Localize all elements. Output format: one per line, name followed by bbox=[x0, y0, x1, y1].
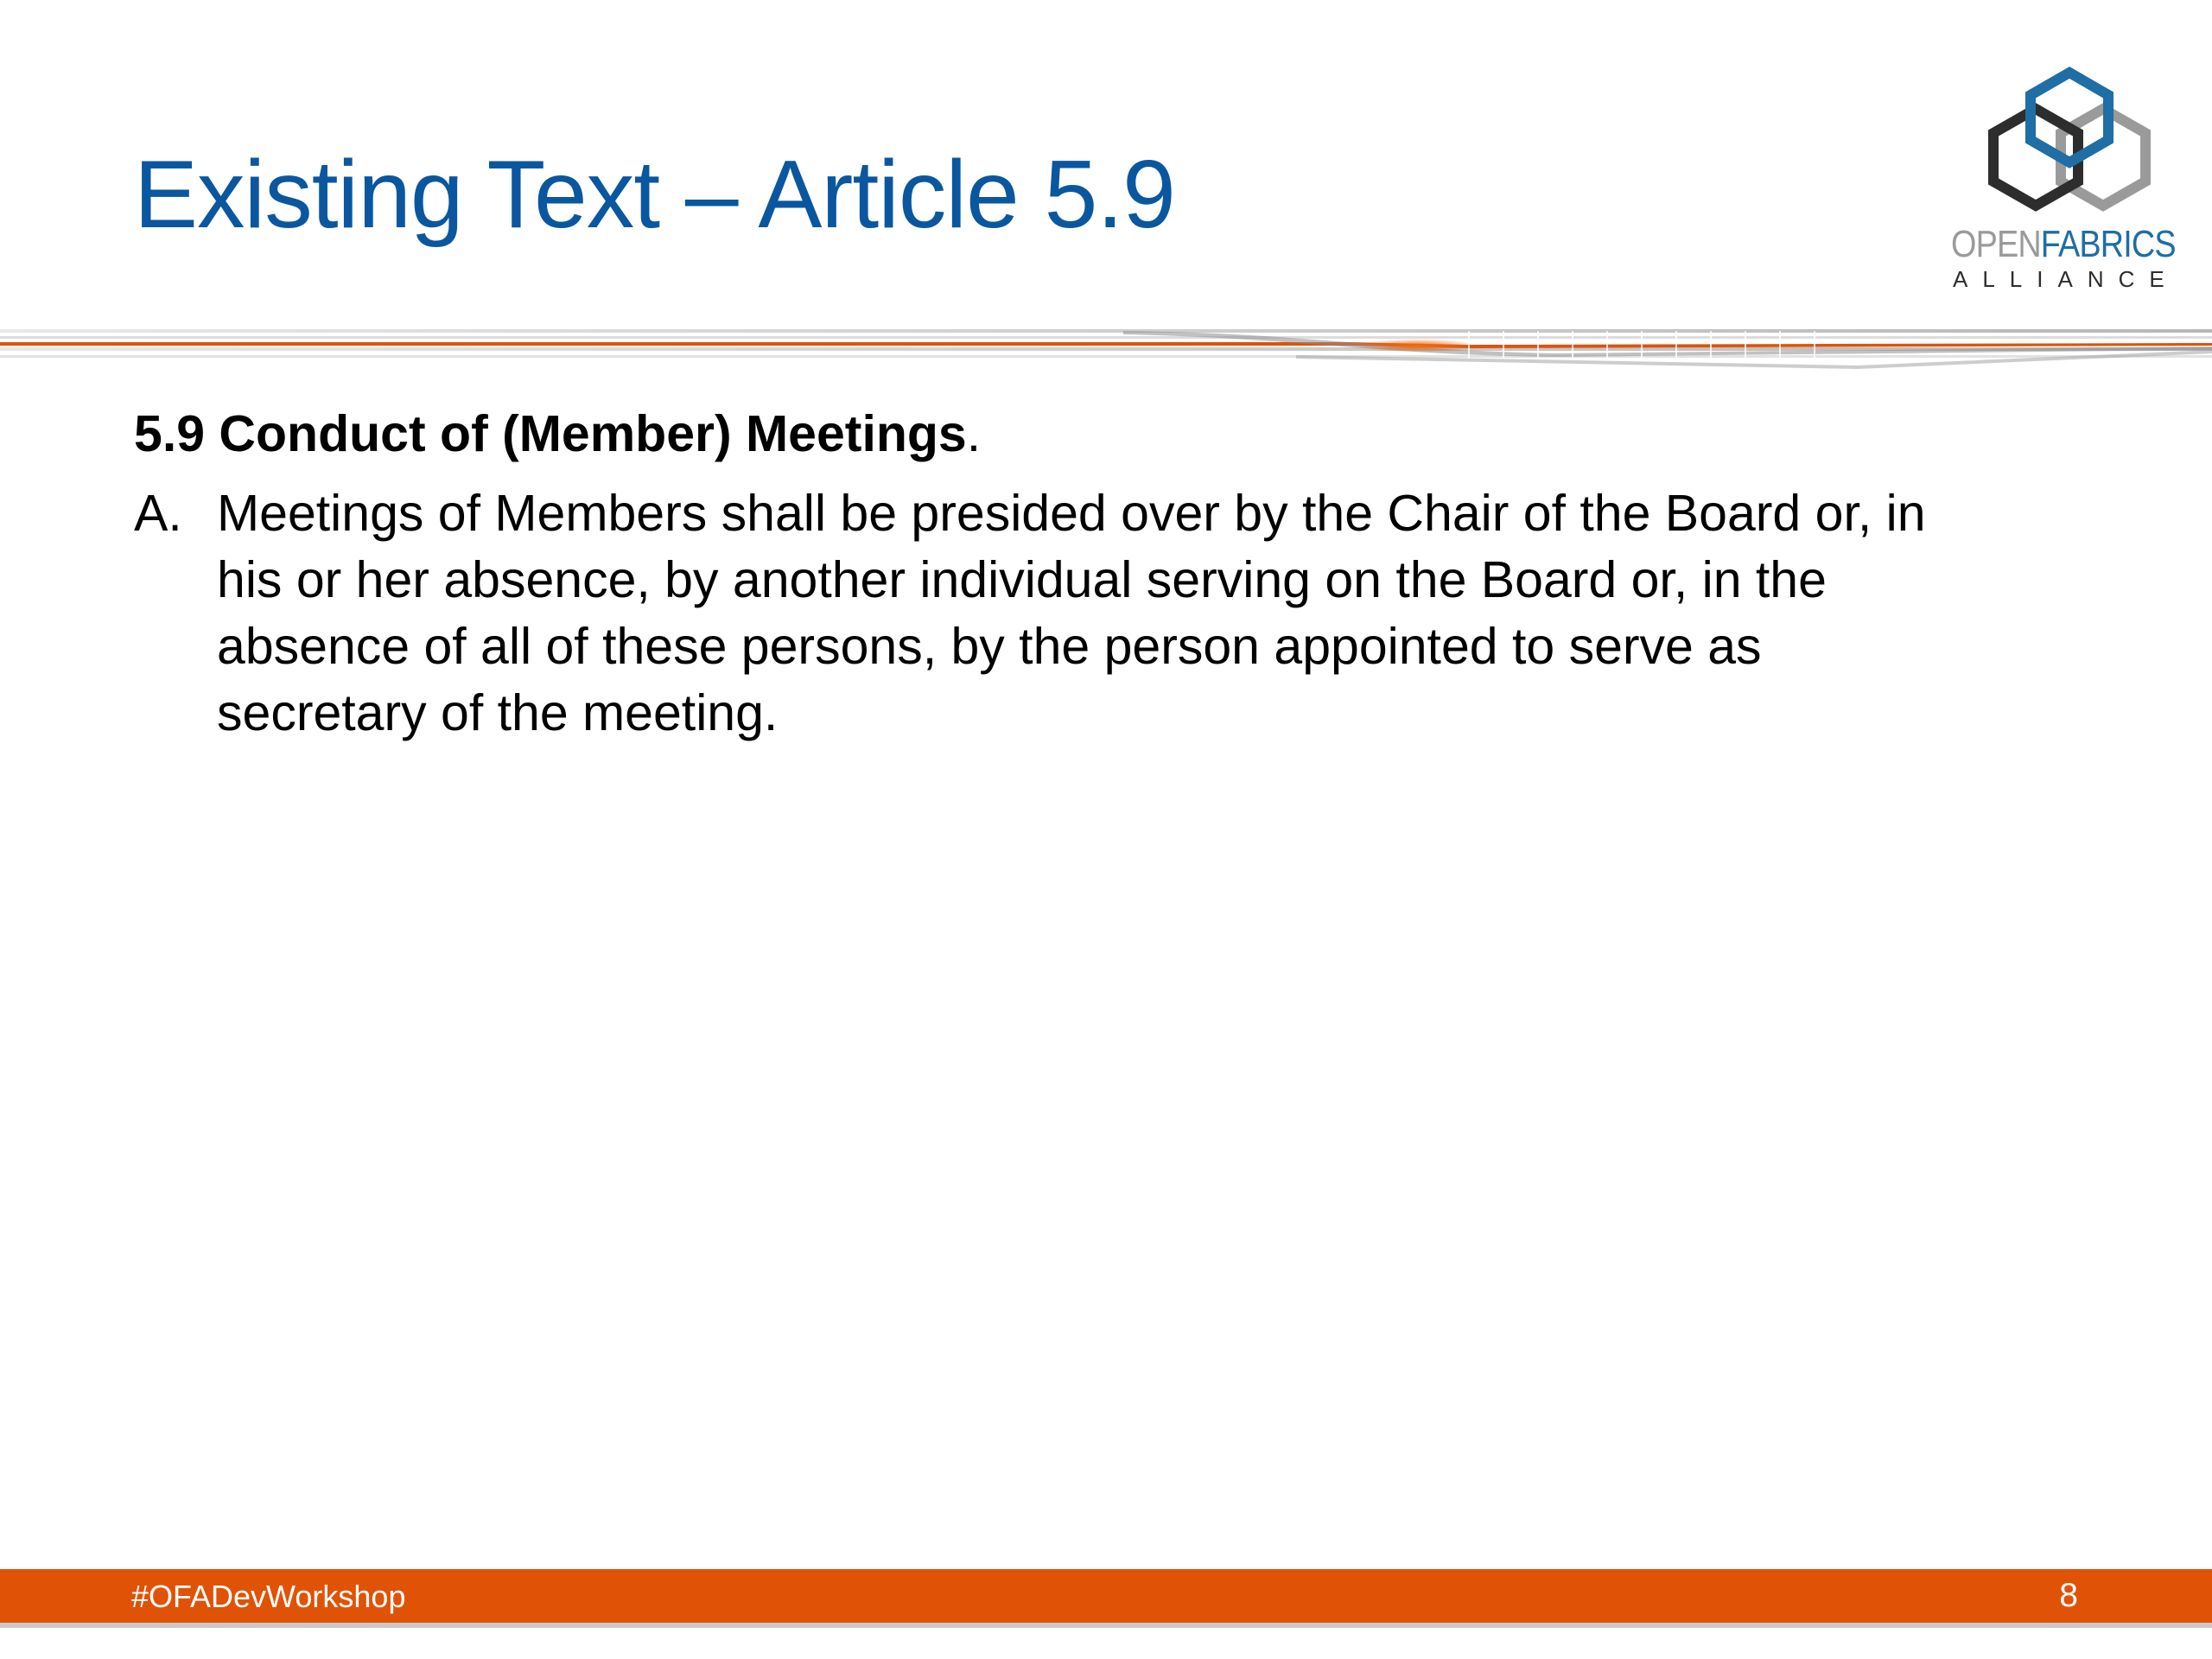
logo-word-open: OPEN bbox=[1951, 223, 2041, 265]
page-number: 8 bbox=[2059, 1577, 2078, 1614]
slide-body bbox=[134, 399, 2121, 747]
list-item-line: his or her absence, by another individual serving on the Board or, in the bbox=[217, 551, 1827, 608]
list-item-line: absence of all of these persons, by the person appointed to serve as bbox=[217, 618, 1762, 675]
list-item-line: secretary of the meeting. bbox=[217, 684, 779, 741]
footer-hashtag: #OFADevWorkshop bbox=[131, 1579, 406, 1614]
section-heading-period: . bbox=[966, 405, 982, 462]
list-item-line: Meetings of Members shall be presided over by the Chair of the Board or, in bbox=[217, 485, 1926, 542]
slide-title: Existing Text – Article 5.9 bbox=[134, 141, 1175, 248]
section-heading-text: 5.9 Conduct of (Member) Meetings bbox=[134, 405, 967, 462]
logo-word-fabrics: FABRICS bbox=[2040, 223, 2176, 265]
logo-subtitle: ALLIANCE bbox=[1953, 266, 2179, 292]
footer-divider bbox=[0, 1623, 2212, 1628]
openfabrics-logo bbox=[1936, 60, 2195, 302]
rule-orange-line bbox=[0, 342, 2212, 348]
decorative-header-rule bbox=[0, 324, 2212, 376]
footer-bar bbox=[0, 1569, 2212, 1623]
hexagon-logo-icon bbox=[1979, 60, 2152, 233]
list-item-marker: A. bbox=[134, 485, 182, 542]
logo-wordmark bbox=[1951, 223, 2176, 266]
section-heading bbox=[134, 399, 2121, 468]
list-item bbox=[134, 480, 2121, 747]
